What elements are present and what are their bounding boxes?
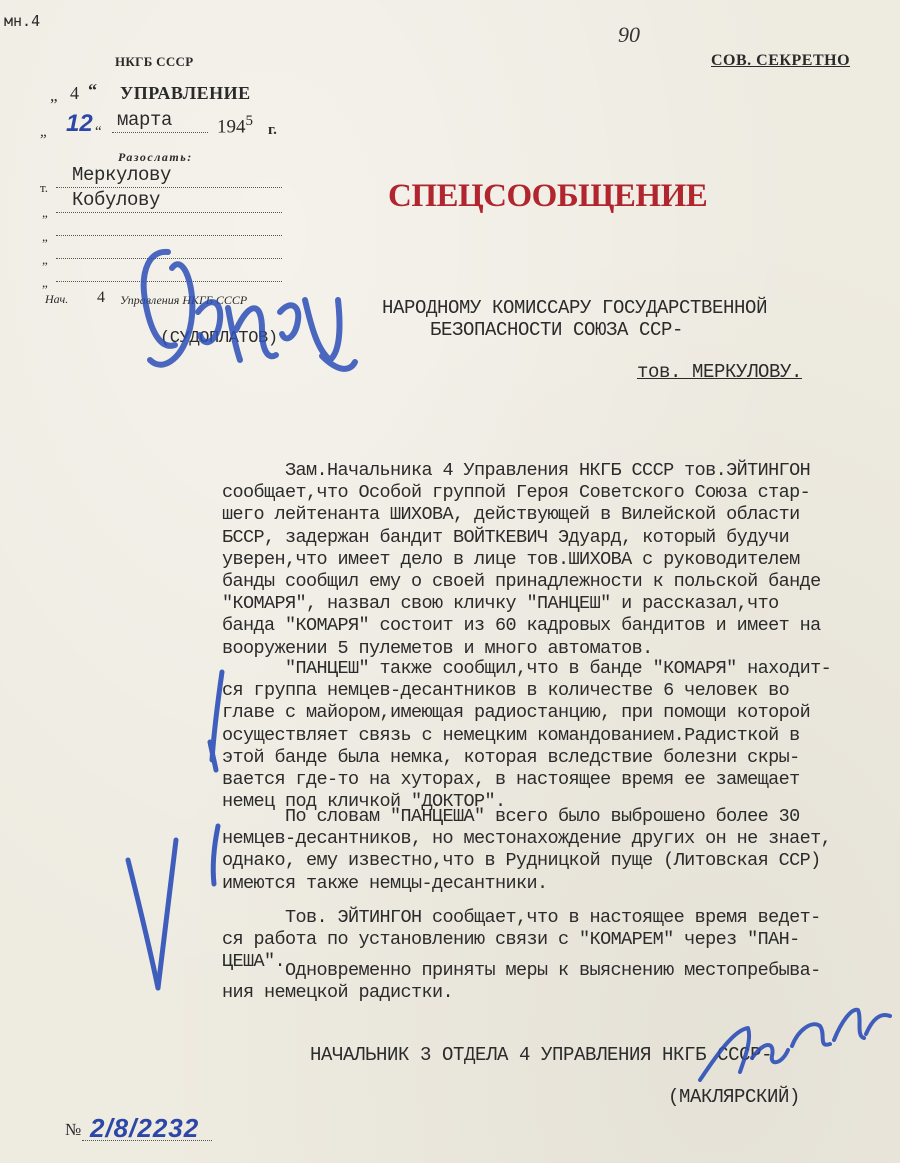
agency-name: НКГБ СССР [115, 54, 194, 69]
head-label: Нач. [45, 292, 69, 306]
distribution-quote-5: „ [42, 275, 48, 290]
body-line: Тов. ЭЙТИНГОН сообщает,что в настоящее время ведет- [285, 907, 821, 928]
date-year: $194^5$ [217, 113, 253, 138]
body-line: банды сообщил ему о своей принадлежности к польской банде [222, 571, 821, 592]
body-line: имеются также немцы-десантники. [222, 872, 548, 894]
body-line: немец под кличкой "ДОКТОР". [222, 791, 506, 813]
date-day-handwritten: 12 [66, 110, 93, 137]
head-name: (СУДОПЛАТОВ) [160, 329, 278, 348]
signatory-title: НАЧАЛЬНИК 3 ОТДЕЛА 4 УПРАВЛЕНИЯ НКГБ СССР- [310, 1044, 773, 1066]
addressee-line-1: НАРОДНОМУ КОМИССАРУ ГОСУДАРСТВЕННОЙ [382, 297, 768, 319]
body-line: ся работа по установлению связи с "КОМАРЕМ" через "ПАН- [222, 929, 800, 951]
classification-stamp: СОВ. СЕКРЕТНО [711, 52, 851, 69]
body-line: Зам.Начальника 4 Управления НКГБ СССР тов.ЭЙТИНГОН [285, 460, 811, 481]
department-label: УПРАВЛЕНИЕ [120, 83, 251, 103]
head-department-label: Управления НКГБ СССР [120, 293, 248, 307]
date-year-suffix: г. [268, 122, 277, 138]
quote-mark: „ [50, 86, 58, 105]
body-line: банда "КОМАРЯ" состоит из 60 кадровых бандитов и имеет на [222, 615, 821, 637]
body-line: По словам "ПАНЦЕША" всего было выброшено более 30 [285, 806, 800, 827]
distribution-quote-4: „ [42, 252, 48, 267]
body-line: вооружении 5 пулеметов и много автоматов. [222, 637, 653, 659]
body-line: "ПАНЦЕШ" также сообщил,что в банде "КОМАРЯ" находит- [285, 658, 832, 679]
body-line: однако, ему известно,что в Рудницкой пуще (Литовская ССР) [222, 850, 821, 872]
distribution-recipient-1: Меркулову [72, 164, 172, 186]
body-line: сообщает,что Особой группой Героя Советского Союза стар- [222, 482, 811, 504]
date-quote-open: „ [40, 124, 47, 140]
signatory-signature-scribble [700, 1010, 890, 1080]
body-line: уверен,что имеет дело в лице тов.ШИХОВА с руководителем [222, 548, 800, 570]
body-line: ЦЕША". [222, 951, 286, 973]
body-line: БССР, задержан бандит ВОЙТКЕВИЧ Эдуард, который будучи [222, 526, 790, 548]
distribution-label: Разослать: [118, 150, 193, 164]
addressee-line-3: тов. МЕРКУЛОВУ. [637, 361, 803, 383]
body-line: шего лейтенанта ШИХОВА, действующей в Вилейской области [222, 504, 800, 526]
department-number: 4 [70, 83, 79, 103]
body-line: "КОМАРЯ", назвал свою кличку "ПАНЦЕШ" и рассказал,что [222, 593, 779, 615]
distribution-quote-3: „ [42, 229, 48, 244]
margin-check-marks [128, 672, 222, 988]
date-month: марта [117, 109, 173, 131]
body-line: вается где-то на хуторах, в настоящее время ее замещает [222, 769, 800, 790]
handwritten-page-note: 90 [618, 22, 640, 47]
distribution-recipient-2: Кобулову [72, 189, 161, 211]
document-title: СПЕЦСООБЩЕНИЕ [388, 178, 708, 214]
quote-mark-close: “ [88, 80, 97, 100]
head-signature-scribble [144, 252, 355, 369]
body-line: ния немецкой радистки. [222, 982, 454, 1004]
date-quote-close: “ [95, 124, 102, 140]
distribution-quote-2: „ [42, 205, 48, 220]
addressee-line-2: БЕЗОПАСНОСТИ СОЮЗА ССР- [430, 319, 684, 341]
head-department-number: 4 [97, 289, 105, 306]
corner-reference: мн.4 [4, 12, 41, 30]
body-line: этой банде была немка, которая вследствие болезни скры- [222, 746, 800, 768]
body-line: главе с майором,имеющая радиостанцию, при помощи которой [222, 702, 811, 724]
body-line: осуществляет связь с немецким командованием.Радисткой в [222, 724, 800, 746]
registry-number-handwritten: 2/8/2232 [90, 1113, 200, 1143]
body-line: ся группа немцев-десантников в количестве 6 человек во [222, 680, 790, 702]
distribution-prefix: т. [40, 180, 48, 195]
registry-prefix: № [65, 1120, 82, 1139]
body-line: Одновременно приняты меры к выяснению местопребыва- [285, 960, 821, 981]
body-line: немцев-десантников, но местонахождение других он не знает, [222, 828, 832, 850]
signatory-name: (МАКЛЯРСКИЙ) [668, 1086, 801, 1108]
